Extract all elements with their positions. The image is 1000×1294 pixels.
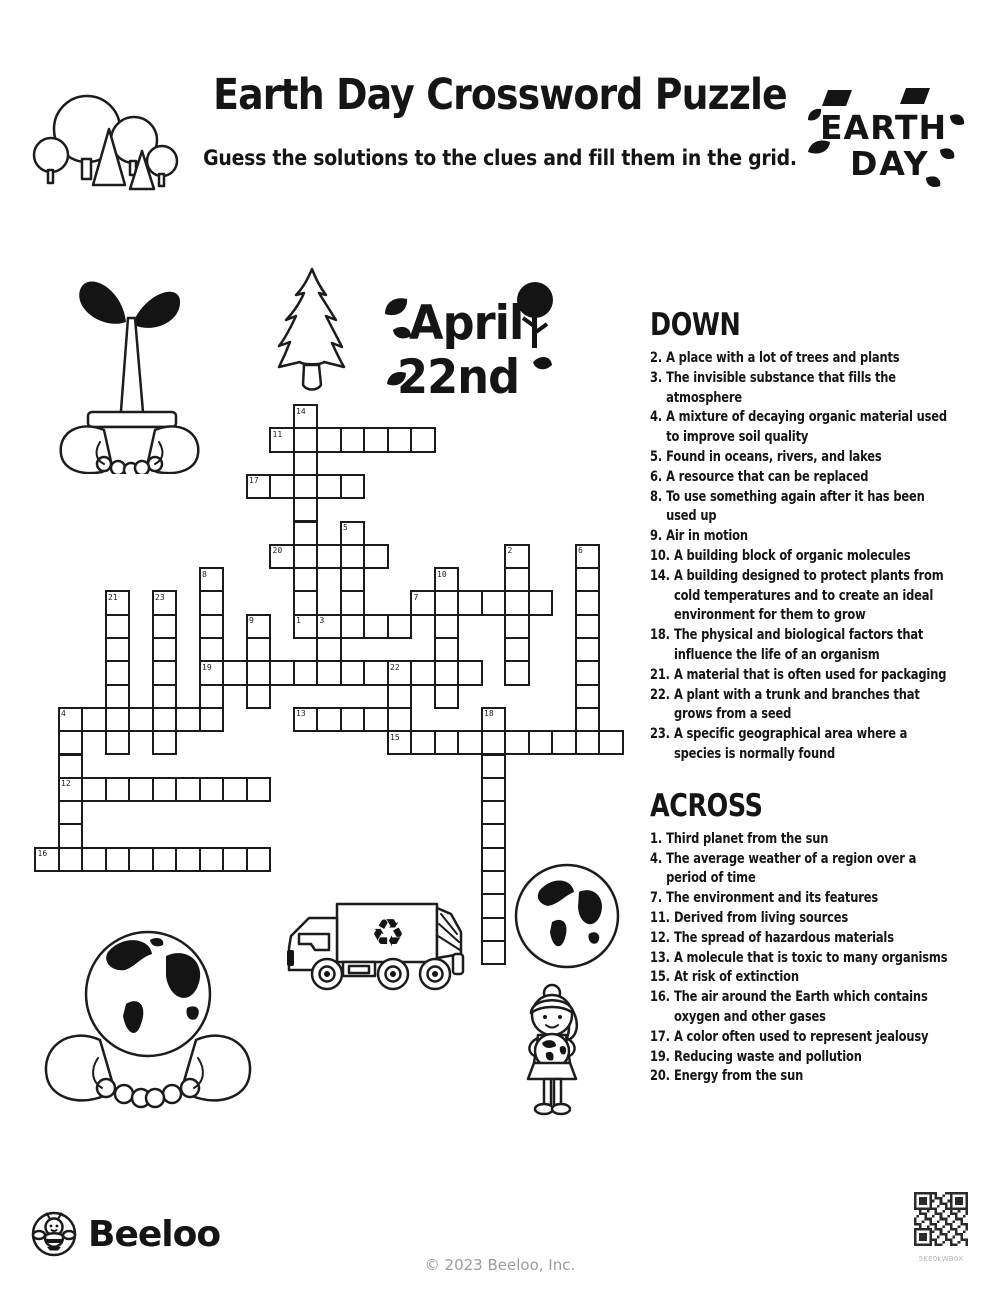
grid-cell[interactable] [528, 590, 554, 615]
grid-cell[interactable] [152, 707, 178, 732]
earth-day-word1: EARTH [820, 108, 948, 147]
cell-number: 1 [296, 616, 301, 626]
clue-text: A place with a lot of trees and plants [666, 350, 900, 366]
leaf-icon [385, 298, 407, 315]
grid-cell[interactable] [410, 660, 436, 685]
april-line2: 22nd [397, 350, 520, 405]
grid-cell[interactable] [293, 567, 319, 592]
grid-cell[interactable] [293, 590, 319, 615]
grid-cell[interactable] [387, 614, 413, 639]
clue-text: The physical and biological factors that influence the life of an organism [673, 627, 924, 663]
clue-item [650, 968, 955, 988]
grid-cell[interactable] [551, 730, 577, 755]
grid-cell[interactable] [246, 637, 272, 662]
grid-cell[interactable] [175, 777, 201, 802]
grid-cell[interactable] [293, 707, 319, 732]
grid-cell[interactable] [199, 707, 225, 732]
grid-cell[interactable] [58, 823, 84, 848]
clue-text: Found in oceans, rivers, and lakes [666, 448, 882, 465]
clue-number: 6. [650, 468, 663, 485]
grid-cell[interactable] [199, 614, 225, 639]
grid-cell[interactable] [598, 730, 624, 755]
clue-text: Derived from living sources [673, 909, 849, 926]
grid-cell[interactable] [504, 567, 530, 592]
grid-cell[interactable] [340, 660, 366, 685]
grid-cell[interactable] [316, 474, 342, 499]
flag-icon [822, 90, 852, 106]
grid-cell[interactable] [481, 870, 507, 895]
grid-cell[interactable] [481, 730, 507, 755]
grid-cell[interactable] [316, 707, 342, 732]
grid-cell[interactable] [152, 847, 178, 872]
clue-item [650, 547, 955, 567]
clue-number: 14. [650, 567, 670, 584]
grid-cell[interactable] [316, 637, 342, 662]
grid-cell[interactable] [481, 940, 507, 965]
grid-cell[interactable] [316, 660, 342, 685]
grid-cell[interactable] [222, 660, 248, 685]
cell-number: 22 [390, 662, 400, 672]
grid-cell[interactable] [105, 637, 131, 662]
grid-cell[interactable] [434, 730, 460, 755]
grid-cell[interactable] [434, 684, 460, 709]
grid-cell[interactable] [434, 567, 460, 592]
clue-text: Energy from the sun [673, 1068, 804, 1085]
leaf-icon [533, 357, 552, 369]
clue-item [650, 830, 955, 850]
clue-number: 18. [650, 627, 670, 644]
grid-cell[interactable] [387, 684, 413, 709]
clue-item [650, 408, 955, 448]
qr-caption: 5KE0kWB0X [918, 1255, 964, 1263]
clue-item [650, 527, 955, 547]
grid-cell[interactable] [575, 614, 601, 639]
clue-number: 12. [650, 929, 670, 946]
grid-cell[interactable] [575, 567, 601, 592]
grid-cell[interactable] [481, 800, 507, 825]
cell-number: 15 [390, 732, 400, 742]
grid-cell[interactable] [293, 614, 319, 639]
grid-cell[interactable] [152, 684, 178, 709]
grid-cell[interactable] [481, 847, 507, 872]
clue-text: Third planet from the sun [666, 830, 829, 847]
clue-item [650, 448, 955, 468]
grid-cell[interactable] [152, 730, 178, 755]
grid-cell[interactable] [199, 684, 225, 709]
cell-number: 6 [578, 546, 583, 556]
cell-number: 14 [296, 406, 306, 416]
grid-cell[interactable] [340, 567, 366, 592]
clue-number: 1. [650, 830, 663, 847]
clue-text: A specific geographical area where a species is normally found [673, 726, 908, 762]
grid-cell[interactable] [81, 777, 107, 802]
grid-cell[interactable] [575, 707, 601, 732]
clue-item [650, 369, 955, 409]
clue-text: At risk of extinction [673, 969, 799, 986]
cell-number: 7 [413, 592, 419, 602]
grid-cell[interactable] [58, 707, 84, 732]
cell-number: 19 [202, 662, 212, 672]
clue-number: 15. [650, 969, 670, 986]
clue-number: 20. [650, 1068, 670, 1085]
cell-number: 10 [437, 569, 447, 579]
grid-cell[interactable] [575, 637, 601, 662]
grid-cell[interactable] [363, 427, 389, 452]
cell-number: 12 [61, 779, 71, 789]
grid-cell[interactable] [340, 427, 366, 452]
brand-logo [30, 1210, 220, 1258]
grid-cell[interactable] [175, 847, 201, 872]
grid-cell[interactable] [58, 847, 84, 872]
grid-cell[interactable] [152, 590, 178, 615]
clue-item [650, 929, 955, 949]
clue-text: A color often used to represent jealousy [673, 1028, 929, 1045]
clue-number: 16. [650, 989, 670, 1006]
grid-cell[interactable] [199, 660, 225, 685]
grid-cell[interactable] [81, 847, 107, 872]
cell-number: 16 [37, 849, 48, 859]
clue-text: To use something again after it has been used up [666, 488, 925, 525]
grid-cell[interactable] [340, 707, 366, 732]
grid-cell[interactable] [481, 917, 507, 942]
cell-number: 4 [61, 709, 66, 719]
clue-text: A resource that can be replaced [666, 468, 869, 485]
leaf-icon [950, 114, 964, 125]
april-line1: April [409, 296, 524, 351]
grid-cell[interactable] [504, 730, 530, 755]
grid-cell[interactable] [363, 544, 389, 569]
grid-cell[interactable] [152, 777, 178, 802]
clue-item [650, 889, 955, 909]
clue-text: A building block of organic molecules [673, 547, 911, 564]
grid-cell[interactable] [246, 660, 272, 685]
page-title: Earth Day Crossword Puzzle [213, 70, 787, 120]
grid-cell[interactable] [481, 754, 507, 779]
grid-cell[interactable] [457, 590, 483, 615]
clue-text: The spread of hazardous materials [673, 929, 894, 946]
clue-item [650, 1048, 955, 1068]
clue-number: 13. [650, 949, 670, 966]
grid-cell[interactable] [434, 637, 460, 662]
grid-cell[interactable] [269, 474, 295, 499]
grid-cell[interactable] [199, 777, 225, 802]
clue-item [650, 686, 955, 726]
grid-cell[interactable] [481, 823, 507, 848]
clue-number: 23. [650, 726, 670, 743]
down-heading: DOWN [650, 307, 741, 343]
clue-number: 3. [650, 369, 663, 386]
clue-number: 5. [650, 448, 663, 465]
flag-icon [900, 88, 930, 104]
grid-cell[interactable] [58, 754, 84, 779]
earth-day-word2: DAY [850, 144, 930, 183]
grid-cell[interactable] [222, 847, 248, 872]
grid-cell[interactable] [152, 637, 178, 662]
cell-number: 5 [343, 523, 348, 532]
clue-item [650, 850, 955, 890]
grid-cell[interactable] [434, 614, 460, 639]
grid-cell[interactable] [269, 427, 295, 452]
grid-cell[interactable] [293, 427, 319, 452]
globe-illustration [512, 860, 622, 972]
copyright-text: © 2023 Beeloo, Inc. [424, 1256, 576, 1274]
grid-cell[interactable] [363, 614, 389, 639]
grid-cell[interactable] [316, 614, 342, 639]
grid-cell[interactable] [457, 730, 483, 755]
grid-cell[interactable] [387, 427, 413, 452]
grid-cell[interactable] [293, 474, 319, 499]
grid-cell[interactable] [81, 707, 107, 732]
clue-item [650, 488, 955, 528]
grid-cell[interactable] [128, 777, 154, 802]
clue-text: Reducing waste and pollution [673, 1048, 862, 1065]
grid-cell[interactable] [58, 777, 84, 802]
grid-cell[interactable] [269, 544, 295, 569]
grid-cell[interactable] [269, 660, 295, 685]
qr-code [914, 1192, 968, 1246]
clue-item [650, 909, 955, 929]
grid-cell[interactable] [410, 590, 436, 615]
grid-cell[interactable] [105, 614, 131, 639]
grid-cell[interactable] [363, 707, 389, 732]
grid-cell[interactable] [410, 427, 436, 452]
grid-cell[interactable] [199, 637, 225, 662]
grid-cell[interactable] [199, 847, 225, 872]
cell-number: 3 [319, 616, 325, 626]
grid-cell[interactable] [410, 730, 436, 755]
grid-cell[interactable] [222, 777, 248, 802]
grid-cell[interactable] [152, 660, 178, 685]
grid-cell[interactable] [504, 660, 530, 685]
grid-cell[interactable] [152, 614, 178, 639]
clue-number: 11. [650, 909, 670, 926]
grid-cell[interactable] [105, 590, 131, 615]
grid-cell[interactable] [128, 707, 154, 732]
clue-item [650, 1028, 955, 1048]
leaf-icon [79, 281, 126, 323]
pine-tree-illustration [274, 265, 349, 400]
grid-cell[interactable] [58, 800, 84, 825]
clue-number: 2. [650, 350, 663, 366]
grid-cell[interactable] [293, 521, 319, 546]
grid-cell[interactable] [481, 707, 507, 732]
clue-number: 8. [650, 488, 663, 505]
grid-cell[interactable] [316, 427, 342, 452]
grid-cell[interactable] [457, 660, 483, 685]
grid-cell[interactable] [105, 660, 131, 685]
clue-text: The air around the Earth which contains oxygen and other gases [673, 989, 928, 1025]
clue-text: A building designed to protect plants from cold temperatures and to create an ideal environment for them to grow [673, 567, 944, 624]
clue-text: The invisible substance that fills the atmosphere [666, 369, 896, 406]
clue-item [650, 1067, 955, 1087]
grid-cell[interactable] [293, 451, 319, 476]
leaf-icon [132, 292, 180, 328]
grid-cell[interactable] [105, 847, 131, 872]
grid-cell[interactable] [481, 777, 507, 802]
clue-number: 19. [650, 1048, 670, 1065]
clue-number: 22. [650, 686, 670, 703]
clue-number: 10. [650, 547, 670, 564]
clue-text: A plant with a trunk and branches that grows from a seed [673, 686, 920, 723]
girl-holding-globe-illustration [500, 983, 605, 1118]
grid-cell[interactable] [387, 730, 413, 755]
clue-item [650, 988, 955, 1028]
grid-cell[interactable] [575, 544, 601, 569]
cell-number: 20 [272, 546, 283, 556]
grid-cell[interactable] [293, 404, 319, 429]
clue-number: 17. [650, 1028, 670, 1045]
clue-number: 9. [650, 528, 663, 545]
clue-item [650, 349, 955, 369]
grid-cell[interactable] [293, 660, 319, 685]
recycling-truck-illustration [275, 888, 470, 993]
clue-item [650, 949, 955, 969]
down-clues-list [650, 349, 955, 765]
grid-cell[interactable] [504, 590, 530, 615]
grid-cell[interactable] [105, 684, 131, 709]
cell-number: 11 [272, 429, 283, 439]
bee-icon [30, 1210, 78, 1258]
grid-cell[interactable] [481, 893, 507, 918]
grid-cell[interactable] [128, 847, 154, 872]
leaf-icon [940, 148, 954, 159]
grid-cell[interactable] [340, 614, 366, 639]
clues-panel [650, 308, 955, 1087]
grid-cell[interactable] [246, 684, 272, 709]
clue-number: 4. [650, 409, 663, 426]
grid-cell[interactable] [340, 474, 366, 499]
grid-cell[interactable] [199, 567, 225, 592]
cell-number: 17 [249, 476, 259, 486]
grid-cell[interactable] [504, 637, 530, 662]
grid-cell[interactable] [528, 730, 554, 755]
brand-name: Beeloo [88, 1213, 221, 1255]
grid-cell[interactable] [434, 590, 460, 615]
grid-cell[interactable] [246, 847, 272, 872]
clue-item [650, 468, 955, 488]
grid-cell[interactable] [575, 660, 601, 685]
clue-number: 4. [650, 850, 663, 867]
clue-text: The average weather of a region over a period of time [666, 850, 917, 887]
grid-cell[interactable] [340, 590, 366, 615]
recycle-icon: ♻ [370, 911, 406, 955]
grid-cell[interactable] [105, 707, 131, 732]
clue-text: The environment and its features [666, 890, 879, 907]
cell-number: 8 [202, 569, 207, 579]
clue-number: 7. [650, 890, 663, 907]
clue-item [650, 626, 955, 666]
grid-cell[interactable] [34, 847, 60, 872]
grid-cell[interactable] [58, 730, 84, 755]
grid-cell[interactable] [504, 544, 530, 569]
clue-item [650, 725, 955, 765]
clue-text: A mixture of decaying organic material used to improve soil quality [666, 409, 947, 446]
grid-cell[interactable] [246, 474, 272, 499]
grid-cell[interactable] [246, 777, 272, 802]
cell-number: 21 [108, 592, 118, 602]
clue-item [650, 567, 955, 626]
grid-cell[interactable] [175, 707, 201, 732]
grid-cell[interactable] [105, 777, 131, 802]
cell-number: 23 [155, 592, 165, 602]
grid-cell[interactable] [575, 730, 601, 755]
cell-number: 18 [484, 709, 494, 719]
grid-cell[interactable] [363, 660, 389, 685]
cell-number: 2 [507, 546, 513, 556]
grid-cell[interactable] [387, 660, 413, 685]
grid-cell[interactable] [340, 521, 366, 546]
page-subtitle: Guess the solutions to the clues and fill them in the grid. [203, 146, 797, 170]
clue-number: 21. [650, 666, 670, 683]
clue-text: A material that is often used for packaging [673, 666, 947, 683]
grid-cell[interactable] [434, 660, 460, 685]
clue-item [650, 666, 955, 686]
clue-text: A molecule that is toxic to many organisms [673, 949, 948, 966]
hands-holding-earth-illustration [38, 912, 258, 1112]
grid-cell[interactable] [246, 614, 272, 639]
grid-cell[interactable] [105, 730, 131, 755]
clue-text: Air in motion [666, 528, 748, 545]
grid-cell[interactable] [387, 707, 413, 732]
grid-cell[interactable] [504, 614, 530, 639]
grid-cell[interactable] [481, 590, 507, 615]
cell-number: 13 [296, 709, 306, 719]
grid-cell[interactable] [293, 497, 319, 522]
across-heading: ACROSS [650, 787, 763, 824]
grid-cell[interactable] [293, 544, 319, 569]
earth-day-logo [806, 86, 966, 198]
grid-cell[interactable] [199, 590, 225, 615]
grid-cell[interactable] [575, 590, 601, 615]
cell-number: 9 [249, 616, 254, 626]
grid-cell[interactable] [340, 544, 366, 569]
across-clues-list [650, 830, 955, 1087]
grid-cell[interactable] [316, 544, 342, 569]
grid-cell[interactable] [575, 684, 601, 709]
